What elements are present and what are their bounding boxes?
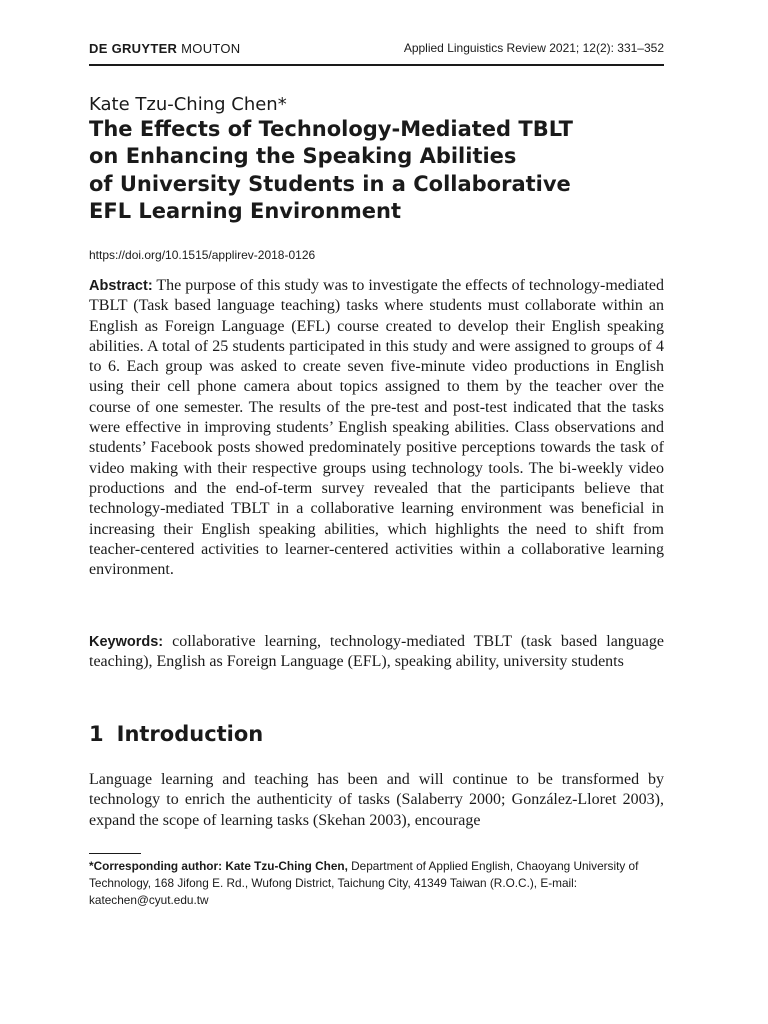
abstract — [89, 276, 664, 580]
corresponding-author-footnote — [89, 858, 664, 909]
footnote-divider — [89, 853, 141, 854]
author-name: Kate Tzu-Ching Chen* — [89, 94, 287, 115]
title-line: The Effects of Technology-Mediated TBLT — [89, 117, 573, 141]
header-divider — [89, 64, 664, 66]
section-number: 1 — [89, 722, 104, 746]
publisher-name-bold: DE GRUYTER — [89, 41, 178, 56]
section-title: Introduction — [116, 722, 264, 746]
footnote-text: Department of Applied English, Chaoyang University of Technology, 168 Jifong E. Rd., Wufong District, Taichung City, 41349 Taiwan (R.O.C.), E-mail: katechen@cyut.edu.tw — [89, 859, 639, 907]
running-header — [89, 41, 664, 59]
keywords — [89, 632, 664, 673]
introduction-paragraph: Language learning and teaching has been and will continue to be transformed by technology to enrich the authenticity of tasks (Salaberry 2000; González-Lloret 2003), expand the scope of learning tasks (Skehan 2003), encourage — [89, 771, 664, 829]
publisher-name-rest: MOUTON — [181, 41, 241, 56]
journal-citation: Applied Linguistics Review 2021; 12(2): 331–352 — [403, 41, 664, 55]
abstract-text: The purpose of this study was to investigate the effects of technology-mediated TBLT (Task based language teaching) tasks where students must collaborate within an English as Foreign Language (EFL) course created to develop their English speaking abilities. A total of 25 students participated in this study and were assigned to groups of 4 to 6. Each group was asked to create seven five-minute video productions in English using their cell phone camera about topics assigned to them by the teacher over the course of one semester. The results of the pre-test and post-test indicated that the tasks were effective in improving students’ English speaking abilities. Class observations and students’ Facebook posts showed predominately positive perceptions towards the task of video making with their respective groups using technology tools. The bi-weekly video productions and the end-of-term survey revealed that the participants believe that technology-mediated TBLT in a collaborative learning environment was beneficial in increasing their English speaking abilities, which highlights the need to shift from teacher-centered activities to learner-centered activities within a collaborative learning environment. — [89, 277, 664, 579]
keywords-text: collaborative learning, technology-mediated TBLT (task based language teaching), English as Foreign Language (EFL), speaking ability, university students — [89, 633, 664, 671]
publisher-name — [89, 41, 241, 56]
article-title — [89, 116, 664, 225]
keywords-label: Keywords: — [89, 634, 164, 650]
title-line: of University Students in a Collaborative — [89, 171, 571, 196]
title-line: EFL Learning Environment — [89, 198, 402, 223]
title-line: on Enhancing the Speaking Abilities — [89, 144, 517, 169]
abstract-label: Abstract: — [89, 278, 153, 294]
section-heading — [89, 722, 263, 746]
doi-link[interactable]: https://doi.org/10.1515/applirev-2018-0126 — [89, 248, 316, 262]
footnote-label: *Corresponding author: Kate Tzu-Ching Chen, — [89, 859, 348, 873]
